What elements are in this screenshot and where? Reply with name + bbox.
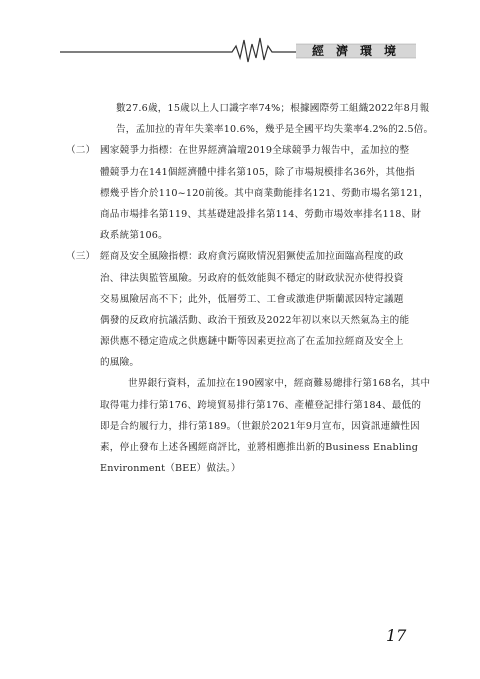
text-line: 國家競爭力指標：在世界經濟論壇2019全球競爭力報告中，孟加拉的整 (100, 145, 410, 157)
text-line: 取得電力排行第176、跨境貿易排行第176、產權登記排行第184、最低的 (100, 399, 422, 411)
text-line: 的風險。 (100, 357, 140, 369)
page-number: 17 (386, 626, 407, 645)
page-header (0, 0, 480, 80)
heartbeat-line-icon (0, 0, 480, 80)
text-line: 經商及安全風險指標：政府貪污腐敗情況猖獗使孟加拉面臨高程度的政 (100, 251, 404, 263)
list-item-3 (66, 246, 412, 267)
header-title: 經濟環境 (312, 44, 409, 58)
text-line: 源供應不穩定造成之供應鏈中斷等因素更拉高了在孟加拉經商及安全上 (100, 336, 404, 348)
text-line: 即是合約履行力，排行第189。（世銀於2021年9月宣布，因資訊連續性因 (100, 420, 420, 432)
text-line: 告，孟加拉的青年失業率10.6%，幾乎是全國平均失業率4.2%的2.5倍。 (116, 124, 434, 136)
list-marker: （二） (66, 145, 96, 157)
text-line: 標幾乎皆介於110~120前後。其中商業動能排名121、勞動市場名第121， (100, 187, 429, 199)
text-line: 素，停止發布上述各國經商評比，並將相應推出新的Business Enabling (100, 442, 419, 453)
text-line: 體競爭力在141個經濟體中排名第105，除了市場規模排名36外，其他指 (100, 166, 415, 178)
text-line: 交易風險居高不下；此外，低層勞工、工會或激進伊斯蘭派因特定議題 (100, 293, 404, 305)
text-line: 偶發的反政府抗議活動、政治干預致及2022年初以來以天然氣為主的能 (100, 314, 410, 326)
list-item-2 (66, 140, 412, 161)
text-line: Environment（BEE）做法。） (100, 463, 241, 475)
body-text (66, 98, 434, 479)
text-line: 政系統第106。 (100, 230, 168, 242)
text-line: 世界銀行資料，孟加拉在190國家中，經商難易總排行第168名，其中 (128, 378, 431, 390)
text-line: 治、律法與監管風險。另政府的低效能與不穩定的財政狀況亦使得投資 (100, 272, 404, 284)
text-line: 數27.6歲，15歲以上人口識字率74%；根據國際勞工組織2022年8月報 (116, 103, 430, 114)
list-marker: （三） (66, 251, 96, 263)
text-line: 商品市場排名第119、其基礎建設排名第114、勞動市場效率排名118、財 (100, 208, 422, 220)
